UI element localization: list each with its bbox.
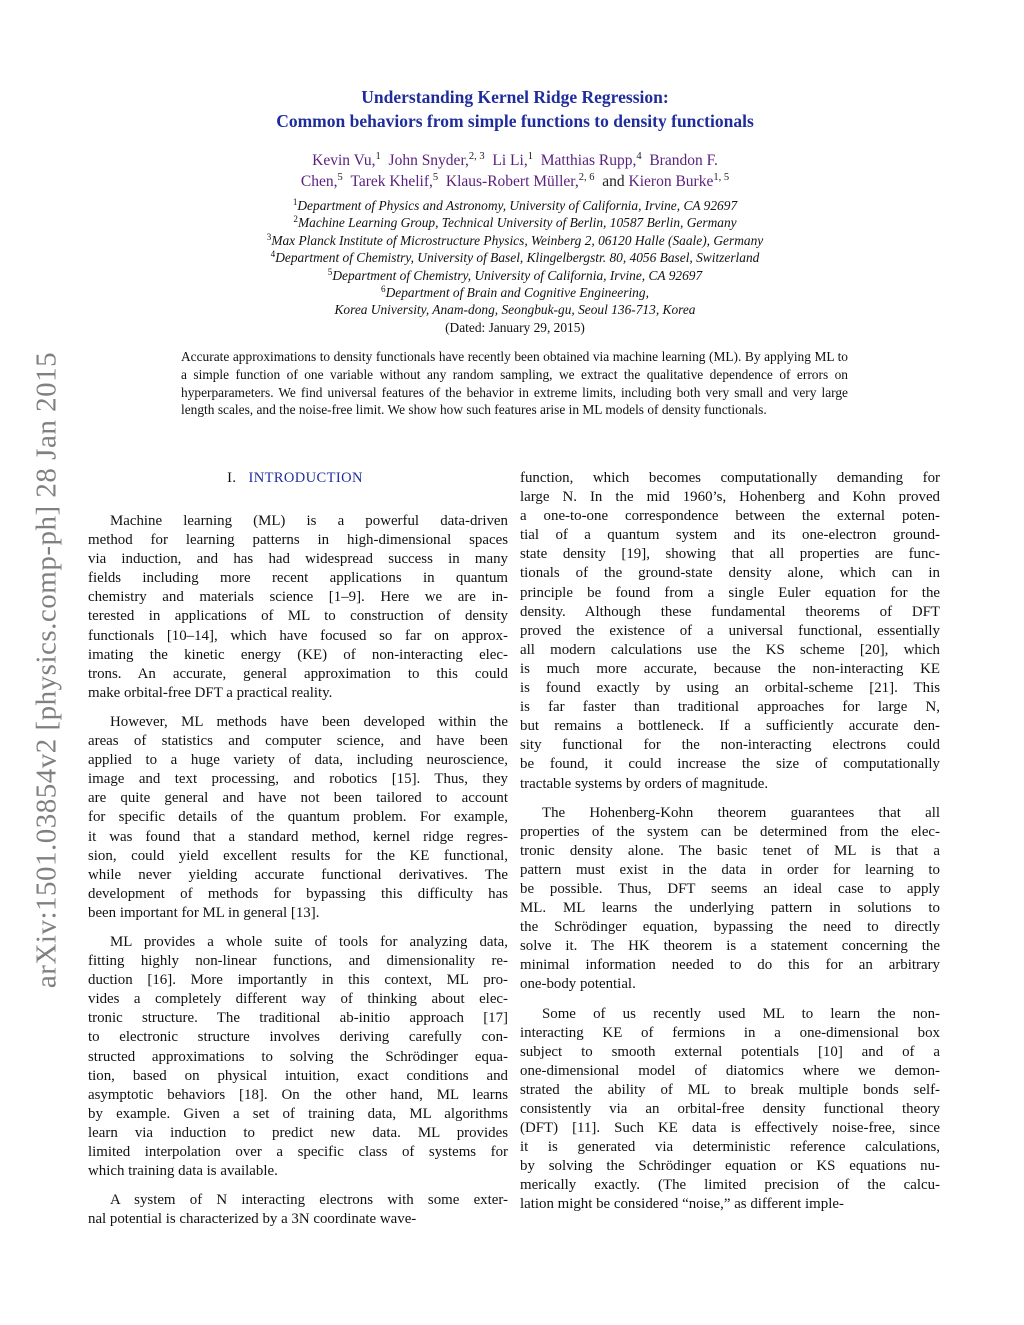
- text-line: fields including more recent applications in quantum: [88, 570, 508, 587]
- text-line: via induction, and has had widespread success in many: [88, 551, 508, 568]
- section-number: I.: [227, 470, 237, 486]
- text-line: A system of N interacting electrons with some exter-: [110, 1192, 508, 1209]
- author-affiliation-mark: 1, 5: [713, 172, 730, 184]
- text-line: one-body potential.: [520, 976, 636, 993]
- paragraph: [88, 1191, 508, 1229]
- text-line: development of methods for bypassing this difficulty has: [88, 885, 508, 902]
- paragraph: [520, 804, 940, 995]
- section-heading: [100, 470, 490, 487]
- text-line: for specific details of the quantum problem. For example,: [88, 809, 508, 826]
- text-line: terested in applications of ML to construction of density: [88, 608, 508, 625]
- text-line: subject to smooth external potentials [10] and of a: [520, 1043, 940, 1060]
- text-line: (DFT) [11]. Such KE data is effectively noise-free, since: [520, 1120, 940, 1137]
- text-line: are quite general and have not been tailored to account: [88, 790, 508, 807]
- text-line: is much more accurate, because the non-interacting KE: [520, 660, 940, 677]
- affiliation: $^4$Department of Chemistry, University of Basel, Klingelbergstr. 80, 4056 Basel, Switzerland: [270, 249, 760, 266]
- paragraph: [88, 713, 508, 923]
- section-title: INTRODUCTION: [248, 470, 363, 486]
- text-line: lation might be considered “noise,” as different imple-: [520, 1196, 844, 1213]
- author-name: Matthias Rupp,: [540, 152, 637, 169]
- text-line: learn via induction to predict new data. ML provides: [88, 1124, 508, 1141]
- author-affiliation-mark: 2, 6: [578, 172, 595, 184]
- text-line: solve it. The HK theorem is a statement concerning the: [520, 938, 940, 955]
- text-line: tractable systems by orders of magnitude.: [520, 775, 769, 792]
- affiliation: $^3$Max Planck Institute of Microstructure Physics, Weinberg 2, 06120 Halle (Saale), Germany: [266, 231, 764, 248]
- text-line: merically exactly. (The limited precision of the calcu-: [520, 1177, 940, 1194]
- affiliation: $^6$Department of Brain and Cognitive Engineering,: [381, 284, 649, 301]
- text-line: tronic density alone. The basic tenet of ML is that a: [520, 842, 940, 859]
- abstract: Accurate approximations to density functionals have recently been obtained via machine learning (ML). By applying ML to a simple function of one variable without any random sampling, we extract the qualitative dependence of errors on hyperparameters. We find universal features of the behavior in extreme limits, including both very small and very large length scales, and the noise-free limit. We show how such features arise in ML models of density functionals.: [181, 349, 848, 418]
- text-line: large N. In the mid 1960’s, Hohenberg and Kohn proved: [520, 489, 940, 506]
- text-line: density. Although these fundamental theorems of DFT: [520, 603, 940, 620]
- text-line: which training data is available.: [88, 1163, 278, 1180]
- arxiv-identifier: arXiv:1501.03854v2 [physics.comp-ph] 28 Jan 2015: [30, 351, 63, 989]
- text-line: nal potential is characterized by a 3N coordinate wave-: [88, 1211, 417, 1228]
- paragraph: [520, 1005, 940, 1215]
- author-name: Klaus-Robert Müller,: [445, 173, 579, 190]
- text-line: but remains a bottleneck. If a sufficiently accurate den-: [520, 718, 940, 735]
- text-line: been important for ML in general [13].: [88, 904, 320, 921]
- author-list-line-1: [150, 152, 880, 170]
- text-line: applied to a huge variety of data, including neuroscience,: [88, 752, 508, 769]
- text-line: principle be found from a single Euler equation for the: [520, 584, 940, 601]
- text-line: properties of the system can be determined from the elec-: [520, 823, 940, 840]
- text-line: areas of statistics and computer science, and have been: [88, 733, 508, 750]
- text-line: asymptotic behaviors [18]. On the other hand, ML learns: [88, 1086, 508, 1103]
- text-line: duction [16]. More importantly in this context, ML pro-: [88, 972, 508, 989]
- text-line: vides a completely different way of thinking about elec-: [88, 991, 508, 1008]
- author-affiliation-mark: 1: [527, 151, 533, 163]
- author-affiliation-mark: 5: [432, 172, 439, 184]
- text-line: proved the existence of a universal functional, essentially: [520, 622, 940, 639]
- author-name: Chen,: [300, 173, 338, 190]
- text-line: functionals [10–14], which have focused so far on approx-: [88, 627, 508, 644]
- text-line: is found exactly by using an orbital-scheme [21]. This: [520, 680, 940, 697]
- text-line: However, ML methods have been developed within the: [110, 713, 508, 730]
- text-line: structed approximations to solving the Schrödinger equa-: [88, 1048, 508, 1065]
- text-line: the Schrödinger equation, bypassing the need to directly: [520, 919, 940, 936]
- text-line: imating the kinetic energy (KE) of non-interacting elec-: [88, 646, 508, 663]
- text-line: one-dimensional model of diatomics where we demon-: [520, 1062, 940, 1079]
- right-column: [520, 469, 940, 1225]
- text-line: consistently via an orbital-free density functional theory: [520, 1101, 940, 1117]
- text-line: The Hohenberg-Kohn theorem guarantees that all: [542, 804, 940, 821]
- author-conjunction: and: [602, 173, 625, 190]
- author-list-line-2: [150, 173, 880, 191]
- text-line: Machine learning (ML) is a powerful data-driven: [110, 513, 508, 529]
- text-line: it is generated via deterministic reference calculations,: [520, 1139, 940, 1156]
- text-line: sion, could yield excellent results for the KE functional,: [88, 847, 508, 864]
- author-name: Tarek Khelif,: [350, 173, 433, 190]
- author-name: Kieron Burke: [628, 173, 714, 190]
- text-line: pattern must exist in the data in order for learning to: [520, 861, 940, 878]
- author-name: John Snyder,: [388, 152, 469, 169]
- text-line: tronic structure. The traditional ab-initio approach [17]: [88, 1010, 508, 1027]
- text-line: image and text processing, and robotics [15]. Thus, they: [88, 771, 508, 788]
- text-line: interacting KE of fermions in a one-dimensional box: [520, 1024, 940, 1041]
- author-affiliation-mark: 4: [636, 151, 642, 163]
- affiliation: $^1$Department of Physics and Astronomy, University of California, Irvine, CA 92697: [292, 197, 738, 213]
- text-line: Some of us recently used ML to learn the non-: [542, 1005, 940, 1022]
- paper-title-line-2: Common behaviors from simple functions to density functionals: [276, 111, 754, 131]
- dated-line: (Dated: January 29, 2015): [445, 319, 585, 335]
- paragraph: [88, 933, 508, 1181]
- text-line: by solving the Schrödinger equation or KS equations nu-: [520, 1158, 940, 1175]
- text-line: is far faster than traditional approaches for large N,: [520, 699, 940, 716]
- text-line: ML provides a whole suite of tools for analyzing data,: [110, 933, 508, 950]
- affiliation: $^2$Machine Learning Group, Technical University of Berlin, 10587 Berlin, Germany: [293, 214, 737, 231]
- text-line: strated the ability of ML to break multiple bonds self-: [520, 1081, 940, 1098]
- paper-title-line-1: Understanding Kernel Ridge Regression:: [361, 87, 669, 107]
- text-line: tionals of the ground-state density alone, which can in: [520, 565, 940, 582]
- affiliation: $^5$Department of Chemistry, University of California, Irvine, CA 92697: [327, 266, 703, 283]
- text-line: make orbital-free DFT a practical reality.: [88, 684, 333, 701]
- text-line: be found, it could increase the size of computationally: [520, 756, 940, 773]
- text-line: while never yielding accurate functional derivatives. The: [88, 866, 508, 883]
- affiliation: Korea University, Anam-dong, Seongbuk-gu, Seoul 136-713, Korea: [334, 302, 696, 318]
- text-line: fitting highly non-linear functions, and dimensionality re-: [88, 953, 508, 970]
- text-line: it was found that a standard method, kernel ridge regres-: [88, 828, 508, 845]
- affiliation-list: [160, 197, 870, 336]
- text-line: tion, based on physical intuition, exact conditions and: [88, 1067, 508, 1084]
- text-line: sity functional for the non-interacting electrons could: [520, 737, 940, 754]
- text-line: chemistry and materials science [1–9]. Here we are in-: [88, 589, 508, 606]
- text-line: minimal information needed to do this for an arbitrary: [520, 957, 940, 974]
- author-name: Kevin Vu,: [312, 152, 376, 169]
- author-affiliation-mark: 1: [375, 151, 381, 163]
- paragraph: [520, 469, 940, 794]
- author-name: Brandon F.: [649, 152, 718, 169]
- text-line: limited interpolation over a specific class of systems for: [88, 1144, 508, 1160]
- text-line: be possible. Thus, DFT seems an ideal case to apply: [520, 880, 940, 897]
- author-affiliation-mark: 5: [337, 172, 343, 184]
- text-line: state density [19], showing that all properties are func-: [520, 546, 940, 563]
- author-affiliation-mark: 2, 3: [468, 151, 485, 163]
- text-line: all modern calculations use the KS scheme [20], which: [520, 641, 940, 658]
- text-line: method for learning patterns in high-dimensional spaces: [88, 532, 508, 549]
- paragraph: [88, 512, 508, 703]
- text-line: by example. Given a set of training data, ML algorithms: [88, 1105, 508, 1122]
- text-line: function, which becomes computationally demanding for: [520, 470, 940, 486]
- text-line: ML. ML learns the underlying pattern in solutions to: [520, 900, 940, 917]
- text-line: to electronic structure involves deriving carefully con-: [88, 1029, 508, 1046]
- author-name: Li Li,: [492, 152, 528, 169]
- arxiv-sidebar-stamp: [30, 0, 64, 1325]
- left-column: [88, 512, 508, 1239]
- text-line: trons. An accurate, general approximation to this could: [88, 665, 508, 682]
- text-line: a one-to-one correspondence between the external poten-: [520, 508, 940, 525]
- text-line: tial of a quantum system and its one-electron ground-: [520, 527, 940, 544]
